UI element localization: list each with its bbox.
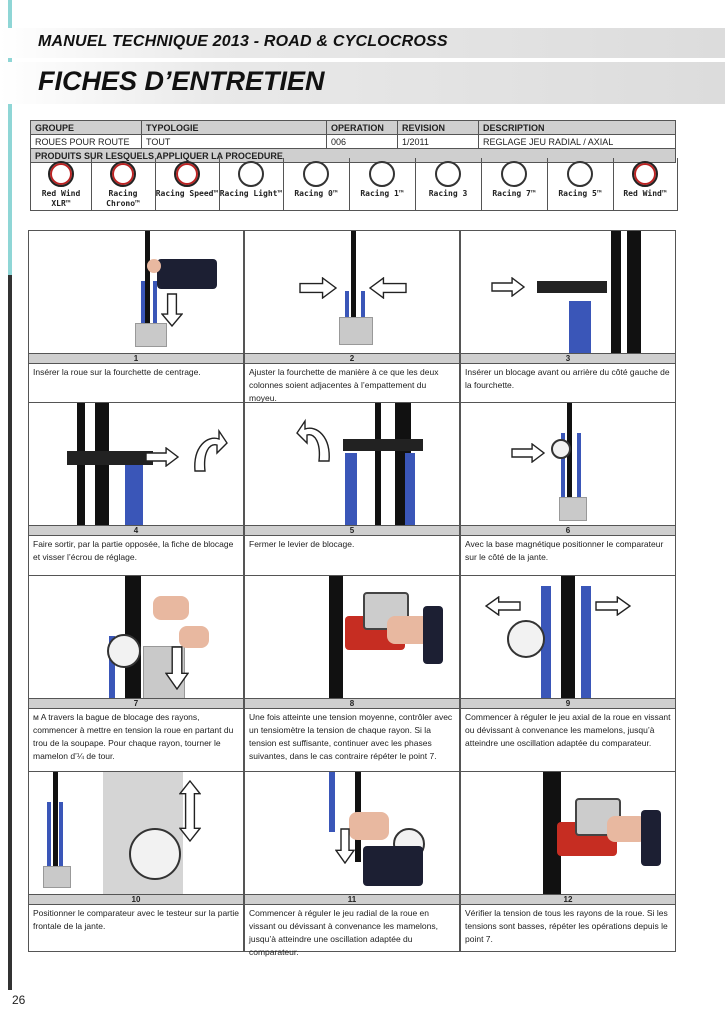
wheel-icon	[369, 161, 395, 187]
dial-gauge-icon	[551, 439, 571, 459]
sleeve	[157, 259, 217, 289]
step-number-bar	[461, 698, 675, 709]
step-number-bar	[29, 353, 243, 364]
step-description: Vérifier la tension de tous les rayons de la roue. Si les tensions sont basses, répéter les opérations depuis le point 7.	[465, 908, 668, 944]
step-photo	[461, 772, 675, 894]
arrow-down-icon	[335, 828, 355, 864]
info-table	[30, 120, 676, 163]
hand	[349, 812, 389, 840]
product-label: Racing 7™	[492, 189, 536, 198]
step-number: 3	[565, 354, 571, 363]
rotate-arrow-icon	[295, 417, 335, 467]
product-item	[415, 158, 482, 210]
step-card	[460, 230, 676, 407]
col-header-operation: OPERATION	[327, 121, 398, 135]
truing-stand	[47, 802, 51, 872]
step-photo	[461, 576, 675, 698]
arrow-right-icon	[491, 277, 525, 297]
product-label: Racing Light™	[219, 189, 283, 198]
step-description: Ajuster la fourchette de manière à ce que les deux colonnes soient adjacentes à l’empattement du moyeu.	[249, 367, 439, 403]
step-card	[28, 771, 244, 952]
truing-stand	[125, 463, 143, 525]
step-number-bar	[245, 894, 459, 905]
step-number: 7	[133, 699, 139, 708]
step-description: Insérer la roue sur la fourchette de centrage.	[33, 367, 201, 377]
step-card	[460, 771, 676, 952]
wheel-rim	[145, 231, 150, 326]
page-number: 26	[12, 993, 26, 1007]
step-card	[28, 575, 244, 772]
step-number: 1	[133, 354, 139, 363]
wheel-icon	[567, 161, 593, 187]
step-number: 12	[563, 895, 573, 904]
arrow-right-icon	[595, 596, 631, 616]
truing-stand	[405, 453, 415, 525]
wheel-icon	[110, 161, 136, 187]
cell-operation: 006	[327, 135, 398, 149]
wheel-rim	[329, 576, 343, 698]
step-number-bar	[461, 525, 675, 536]
step-number-bar	[245, 698, 459, 709]
hand	[153, 596, 189, 620]
wheel-icon	[303, 161, 329, 187]
step-number: 10	[131, 895, 141, 904]
product-item	[283, 158, 350, 210]
hand	[179, 626, 209, 648]
step-number: 4	[133, 526, 139, 535]
step-description: Commencer à réguler le jeu radial de la roue en vissant ou dévissant à convenance les mamelons, jusqu’à atteindre une oscillation adaptée du comparateur.	[249, 908, 438, 957]
product-item	[155, 158, 220, 210]
step-description: Commencer à réguler le jeu axial de la roue en vissant ou dévissant à convenance les mamelons, jusqu’à atteindre une oscillation adaptée du comparateur.	[465, 712, 671, 748]
arrow-right-icon	[511, 443, 545, 463]
wheel-rim	[351, 231, 356, 326]
arrow-down-icon	[161, 293, 183, 327]
step-photo	[29, 403, 243, 525]
step-number: 2	[349, 354, 355, 363]
step-card	[244, 575, 460, 772]
product-label: Racing 5™	[558, 189, 602, 198]
step-number-bar	[461, 353, 675, 364]
wheel-rim	[611, 231, 621, 353]
truing-stand	[59, 802, 63, 872]
step-card	[244, 230, 460, 407]
wheel-icon	[632, 161, 658, 187]
col-header-typologie: TYPOLOGIE	[142, 121, 327, 135]
wheel-rim	[627, 231, 641, 353]
step-number-bar	[29, 525, 243, 536]
arrow-down-icon	[165, 646, 189, 690]
step-description: ᴍ A travers la bague de blocage des rayons, commencer à mettre en tension la roue en partant du trou de la soupape. Pour chaque rayon, tourner le mamelon d’¼ de tour.	[33, 712, 234, 761]
products-row	[30, 158, 678, 211]
step-number: 9	[565, 699, 571, 708]
step-card	[244, 402, 460, 579]
wheel-icon	[48, 161, 74, 187]
step-card	[244, 771, 460, 957]
step-number-bar	[461, 894, 675, 905]
step-photo	[245, 576, 459, 698]
step-number: 6	[565, 526, 571, 535]
step-photo	[461, 231, 675, 353]
product-item	[31, 158, 92, 210]
product-label: Racing Speed™	[155, 189, 219, 198]
product-item	[613, 158, 677, 210]
step-description: Une fois atteinte une tension moyenne, contrôler avec un tensiomètre la tension de chaque rayon. Si la tension est suffisante, continuer avec les phases suivantes, dans le cas contraire répéter le point 7.	[249, 712, 453, 761]
cell-description: REGLAGE JEU RADIAL / AXIAL	[479, 135, 676, 149]
quick-release-skewer	[537, 281, 607, 293]
product-label: Racing Chrono™	[106, 189, 140, 208]
arrow-updown-icon	[179, 780, 201, 842]
arrow-left-icon	[485, 596, 521, 616]
step-number-bar	[245, 525, 459, 536]
cell-revision: 1/2011	[398, 135, 479, 149]
step-photo	[29, 231, 243, 353]
wheel-rim	[375, 403, 381, 525]
step-card	[460, 575, 676, 772]
step-card	[28, 230, 244, 407]
truing-stand	[569, 301, 591, 353]
wheel-icon	[501, 161, 527, 187]
step-number: 8	[349, 699, 355, 708]
product-label: Red Wind™	[623, 189, 667, 198]
step-description: Fermer le levier de blocage.	[249, 539, 355, 549]
cell-groupe: ROUES POUR ROUTE	[31, 135, 142, 149]
arrow-right-icon	[299, 277, 337, 299]
step-number: 11	[347, 895, 357, 904]
step-description: Positionner le comparateur avec le testeur sur la partie frontale de la jante.	[33, 908, 239, 931]
manual-title: MANUEL TECHNIQUE 2013 - ROAD & CYCLOCROSS	[38, 33, 448, 50]
cell-typologie: TOUT	[142, 135, 327, 149]
col-header-groupe: GROUPE	[31, 121, 142, 135]
step-description: Insérer un blocage avant ou arrière du côté gauche de la fourchette.	[465, 367, 670, 390]
quick-release-skewer	[343, 439, 423, 451]
wheel-icon	[174, 161, 200, 187]
stand-base	[339, 317, 373, 345]
step-photo	[245, 403, 459, 525]
step-number: 5	[349, 526, 355, 535]
truing-stand	[581, 586, 591, 698]
section-title: FICHES D’ENTRETIEN	[38, 66, 325, 96]
step-photo	[461, 403, 675, 525]
step-photo	[29, 772, 243, 894]
truing-stand	[577, 433, 581, 503]
step-number-bar	[29, 894, 243, 905]
quick-release-skewer	[67, 451, 153, 465]
arrow-left-icon	[369, 277, 407, 299]
wheel-rim	[561, 576, 575, 698]
products-heading: PRODUITS SUR LESQUELS APPLIQUER LA PROCEDURE	[31, 149, 676, 163]
side-bar	[8, 275, 12, 990]
truing-stand	[329, 772, 335, 832]
truing-stand	[345, 453, 357, 525]
wheel-icon	[435, 161, 461, 187]
wheel-icon	[238, 161, 264, 187]
product-item	[91, 158, 156, 210]
dial-gauge-icon	[107, 634, 141, 668]
step-number-bar	[245, 353, 459, 364]
stand-base	[559, 497, 587, 521]
arrow-right-icon	[145, 447, 179, 467]
product-item	[349, 158, 416, 210]
stand-base	[43, 866, 71, 888]
dial-gauge-icon	[129, 828, 181, 880]
rotate-arrow-icon	[189, 427, 229, 477]
sleeve	[423, 606, 443, 664]
step-description: Faire sortir, par la partie opposée, la fiche de blocage et visser l’écrou de réglage.	[33, 539, 234, 562]
product-item	[547, 158, 614, 210]
product-label: Racing 0™	[294, 189, 338, 198]
dial-gauge-icon	[507, 620, 545, 658]
product-label: Red Wind XLR™	[41, 189, 81, 208]
step-photo	[245, 231, 459, 353]
step-photo	[245, 772, 459, 894]
step-card	[28, 402, 244, 579]
product-label: Racing 1™	[360, 189, 404, 198]
sleeve	[363, 846, 423, 886]
step-card	[460, 402, 676, 579]
sleeve	[641, 810, 661, 866]
step-description: Avec la base magnétique positionner le comparateur sur le côté de la jante.	[465, 539, 664, 562]
step-number-bar	[29, 698, 243, 709]
hand	[147, 259, 161, 273]
product-label: Racing 3	[428, 189, 468, 198]
product-item	[481, 158, 548, 210]
col-header-revision: REVISION	[398, 121, 479, 135]
step-photo	[29, 576, 243, 698]
product-item	[219, 158, 284, 210]
col-header-description: DESCRIPTION	[479, 121, 676, 135]
